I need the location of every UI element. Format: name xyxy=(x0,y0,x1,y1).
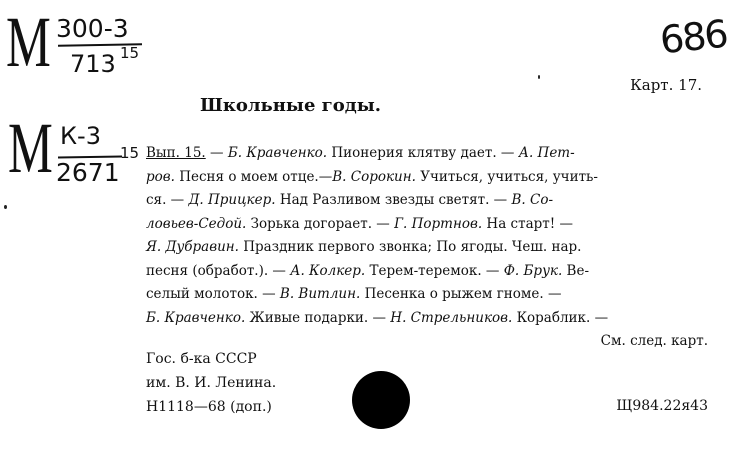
entry-line xyxy=(146,166,708,190)
entry-text: Учиться, учиться, учить- xyxy=(415,168,598,185)
handwritten-mark-1: М xyxy=(6,2,51,82)
handwritten-shelf-2-suffix: 15 xyxy=(120,144,140,162)
handwritten-shelf-1-bottom: 713 xyxy=(70,50,116,78)
entry-text: — xyxy=(205,145,228,161)
entry-text: Песня о моем отце.— xyxy=(174,168,333,185)
author-name: Б. Кравченко. xyxy=(146,309,246,326)
entry-line xyxy=(146,283,708,307)
entry-line xyxy=(146,236,708,260)
punch-hole xyxy=(352,371,410,429)
entry-line xyxy=(146,213,708,237)
author-name: Я. Дубравин. xyxy=(146,239,239,255)
entry-text: Пионерия клятву дает. — xyxy=(327,145,519,161)
handwritten-shelf-2-bottom: 2671 xyxy=(56,158,120,187)
library-line-3: Н1118—68 (доп.) xyxy=(146,399,272,415)
entry-text: На старт! — xyxy=(482,215,573,232)
author-name: Ф. Брук. xyxy=(503,262,563,279)
catalog-code: Щ984.22я43 xyxy=(616,398,708,414)
author-name: ловьев-Седой. xyxy=(146,215,247,232)
entry-text: Терем-теремок. — xyxy=(365,262,504,279)
entry-line xyxy=(146,307,708,331)
author-name: Н. Стрельников. xyxy=(390,309,513,326)
author-name: А. Пет- xyxy=(518,145,575,161)
entry-line xyxy=(146,260,708,284)
entry-text: ся. — xyxy=(146,192,189,208)
entry-text: селый молоток. — xyxy=(146,286,280,302)
handwritten-shelf-1-suffix: 15 xyxy=(120,44,140,62)
author-name: А. Колкер. xyxy=(290,262,366,279)
author-name: Г. Портнов. xyxy=(394,215,483,232)
entry-body xyxy=(146,142,708,354)
handwritten-shelf-1-top: 300-3 xyxy=(56,14,129,43)
handwritten-shelf-2-top: К-3 xyxy=(60,122,101,150)
card-title: Школьные годы. xyxy=(200,95,382,116)
card-number: Карт. 17. xyxy=(630,76,702,94)
handwritten-corner-note: 686 xyxy=(657,11,729,63)
entry-text: песня (обработ.). — xyxy=(146,262,291,279)
author-name: Б. Кравченко. xyxy=(227,145,328,161)
author-name: Д. Прицкер. xyxy=(188,192,276,208)
ink-speck xyxy=(538,75,540,79)
author-name: В. Сорокин. xyxy=(332,168,416,185)
author-name: В. Витлин. xyxy=(279,286,361,302)
entry-text: Кораблик. — xyxy=(512,309,609,326)
entry-line xyxy=(146,189,708,213)
entry-text: Ве- xyxy=(562,262,590,279)
library-line-2: им. В. И. Ленина. xyxy=(146,375,277,391)
entry-text: Песенка о рыжем гноме. — xyxy=(360,286,562,302)
entry-text: Праздник первого звонка; По ягоды. Чеш. нар. xyxy=(238,239,582,255)
author-name: В. Со- xyxy=(511,192,554,208)
ink-speck xyxy=(4,205,7,209)
entry-text: Над Разливом звезды светят. — xyxy=(275,192,512,208)
issue-number: Вып. 15. xyxy=(146,145,206,161)
continuation-note: См. след. карт. xyxy=(600,333,708,349)
entry-text: Зорька догорает. — xyxy=(246,215,395,232)
entry-line xyxy=(146,142,708,166)
handwritten-mark-2: М xyxy=(8,108,53,188)
entry-line-text xyxy=(206,145,575,161)
entry-text: Живые подарки. — xyxy=(245,309,391,326)
author-name: ров. xyxy=(146,168,175,185)
library-line-1: Гос. б-ка СССР xyxy=(146,351,257,367)
